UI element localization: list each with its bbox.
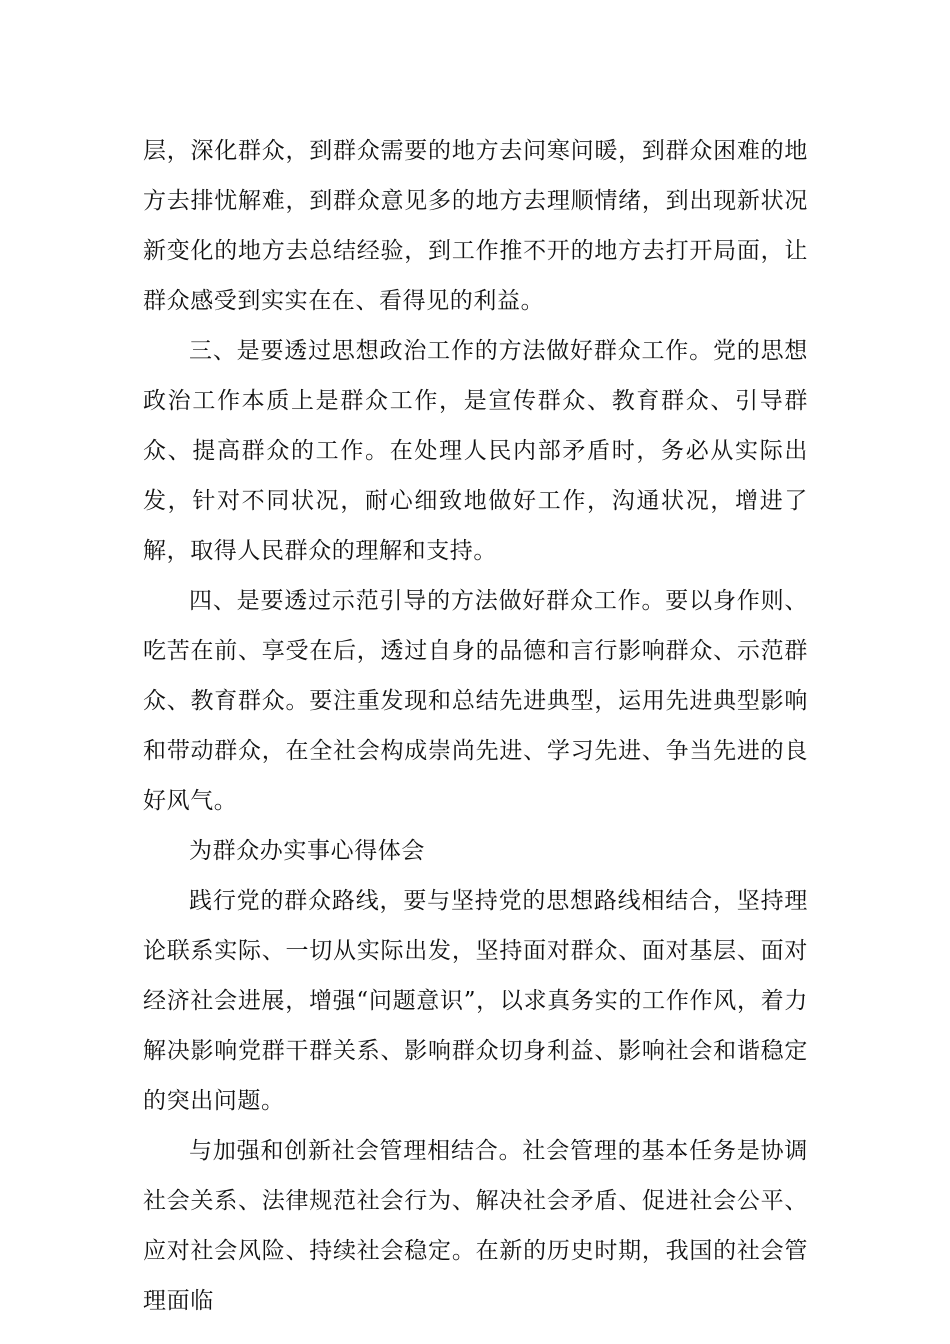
paragraph-4: 践行党的群众路线，要与坚持党的思想路线相结合，坚持理论联系实际、一切从实际出发，坚持面对群众、面对基层、面对经济社会进展，增强“问题意识”，以求真务实的工作作风，着力解决影响党群干群关系、影响群众切身利益、影响社会和谐稳定的突出问题。 [143,888,808,1114]
paragraph-5: 与加强和创新社会管理相结合。社会管理的基本任务是协调社会关系、法律规范社会行为、解决社会矛盾、促进社会公平、应对社会风险、持续社会稳定。在新的历史时期，我国的社会管理面临 [143,1138,808,1314]
document-body [143,126,808,1326]
paragraph-2: 三、是要透过思想政治工作的方法做好群众工作。党的思想政治工作本质上是群众工作，是宣传群众、教育群众、引导群众、提高群众的工作。在处理人民内部矛盾时，务必从实际出发，针对不同状况，耐心细致地做好工作，沟通状况，增进了解，取得人民群众的理解和支持。 [143,338,808,564]
paragraph-3: 四、是要透过示范引导的方法做好群众工作。要以身作则、吃苦在前、享受在后，透过自身的品德和言行影响群众、示范群众、教育群众。要注重发现和总结先进典型，运用先进典型影响和带动群众，在全社会构成崇尚先进、学习先进、争当先进的良好风气。 [143,588,808,814]
section-title: 为群众办实事心得体会 [189,838,425,864]
paragraph-1: 层，深化群众，到群众需要的地方去问寒问暖，到群众困难的地方去排忧解难，到群众意见多的地方去理顺情绪，到出现新状况新变化的地方去总结经验，到工作推不开的地方去打开局面，让群众感受到实实在在、看得见的利益。 [143,138,808,314]
